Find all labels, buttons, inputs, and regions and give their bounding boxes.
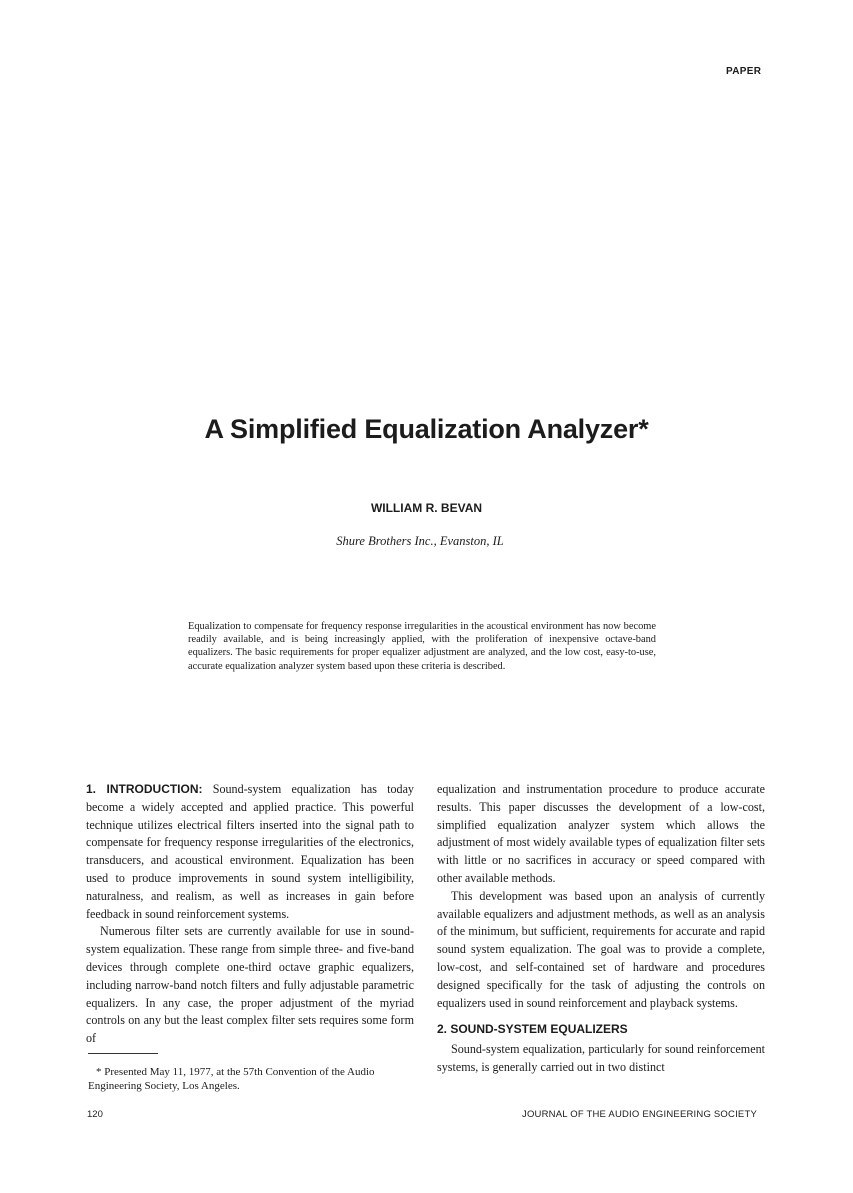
body-column-left: [86, 781, 414, 1048]
author-name: WILLIAM R. BEVAN: [370, 501, 483, 515]
section-heading-introduction: 1. INTRODUCTION:: [86, 782, 203, 796]
page-number: 120: [87, 1109, 103, 1120]
intro-paragraph-1: [86, 781, 414, 923]
intro-paragraph-1-text: Sound-system equalization has today become a widely accepted and applied practice. This powerful technique utilizes electrical filters inserted into the signal path to compensate for frequency response irregularities of the electronics, transducers, and acoustical environment. Equalization has been used to produce improvements in sound system intelligibility, naturalness, and realism, as well as increases in gain before feedback in sound reinforcement systems.: [86, 782, 414, 921]
intro-paragraph-2-continued: equalization and instrumentation procedure to produce accurate results. This paper discusses the development of a low-cost, simplified equalization analyzer system which allows the adjustment of most widely available types of equalization filter sets with little or no sacrifices in accuracy or speed compared with other available methods.: [437, 782, 765, 885]
section2-paragraph-1: [437, 1041, 765, 1077]
intro-paragraph-2: [86, 923, 414, 1048]
intro-paragraph-2-text: Numerous filter sets are currently available for use in sound-system equalization. These range from simple three- and five-band devices through complete one-third octave graphic equalizers, including narrow-band notch filters and fully adjustable parametric equalizers. In any case, the proper adjustment of the myriad controls on any but the least complex filter sets requires some form of: [86, 924, 414, 1046]
footnote-rule: [88, 1053, 158, 1054]
author-affiliation: Shure Brothers Inc., Evanston, IL: [336, 534, 504, 548]
section2-paragraph-1-text: Sound-system equalization, particularly for sound reinforcement systems, is generally carried out in two distinct: [437, 1042, 765, 1074]
abstract: Equalization to compensate for frequency response irregularities in the acoustical environment has now become readily available, and is being increasingly applied, with the proliferation of inexpensive octave-band equalizers. The basic requirements for proper equalizer adjustment are analyzed, and the low cost, easy-to-use, accurate equalization analyzer system based upon these criteria is described.: [188, 621, 656, 672]
footnote: * Presented May 11, 1977, at the 57th Convention of the Audio Engineering Society, Los Angeles.: [88, 1066, 375, 1092]
intro-paragraph-3-text: This development was based upon an analysis of currently available equalizers and adjustment methods, as well as an analysis of the minimum, but sufficient, requirements for accurate and rapid sound system equalization. The goal was to provide a complete, low-cost, and self-contained set of hardware and procedures designed specifically for the task of adjusting the controls on equalizers used in sound reinforcement and playback systems.: [437, 888, 765, 1010]
body-column-right: [437, 781, 765, 1077]
section-label: PAPER: [726, 66, 762, 77]
journal-name: JOURNAL OF THE AUDIO ENGINEERING SOCIETY: [522, 1109, 757, 1120]
intro-paragraph-3: [437, 888, 765, 1013]
paper-title: A Simplified Equalization Analyzer*: [204, 414, 649, 444]
section-heading-sound-system-equalizers: 2. SOUND-SYSTEM EQUALIZERS: [437, 1022, 628, 1037]
